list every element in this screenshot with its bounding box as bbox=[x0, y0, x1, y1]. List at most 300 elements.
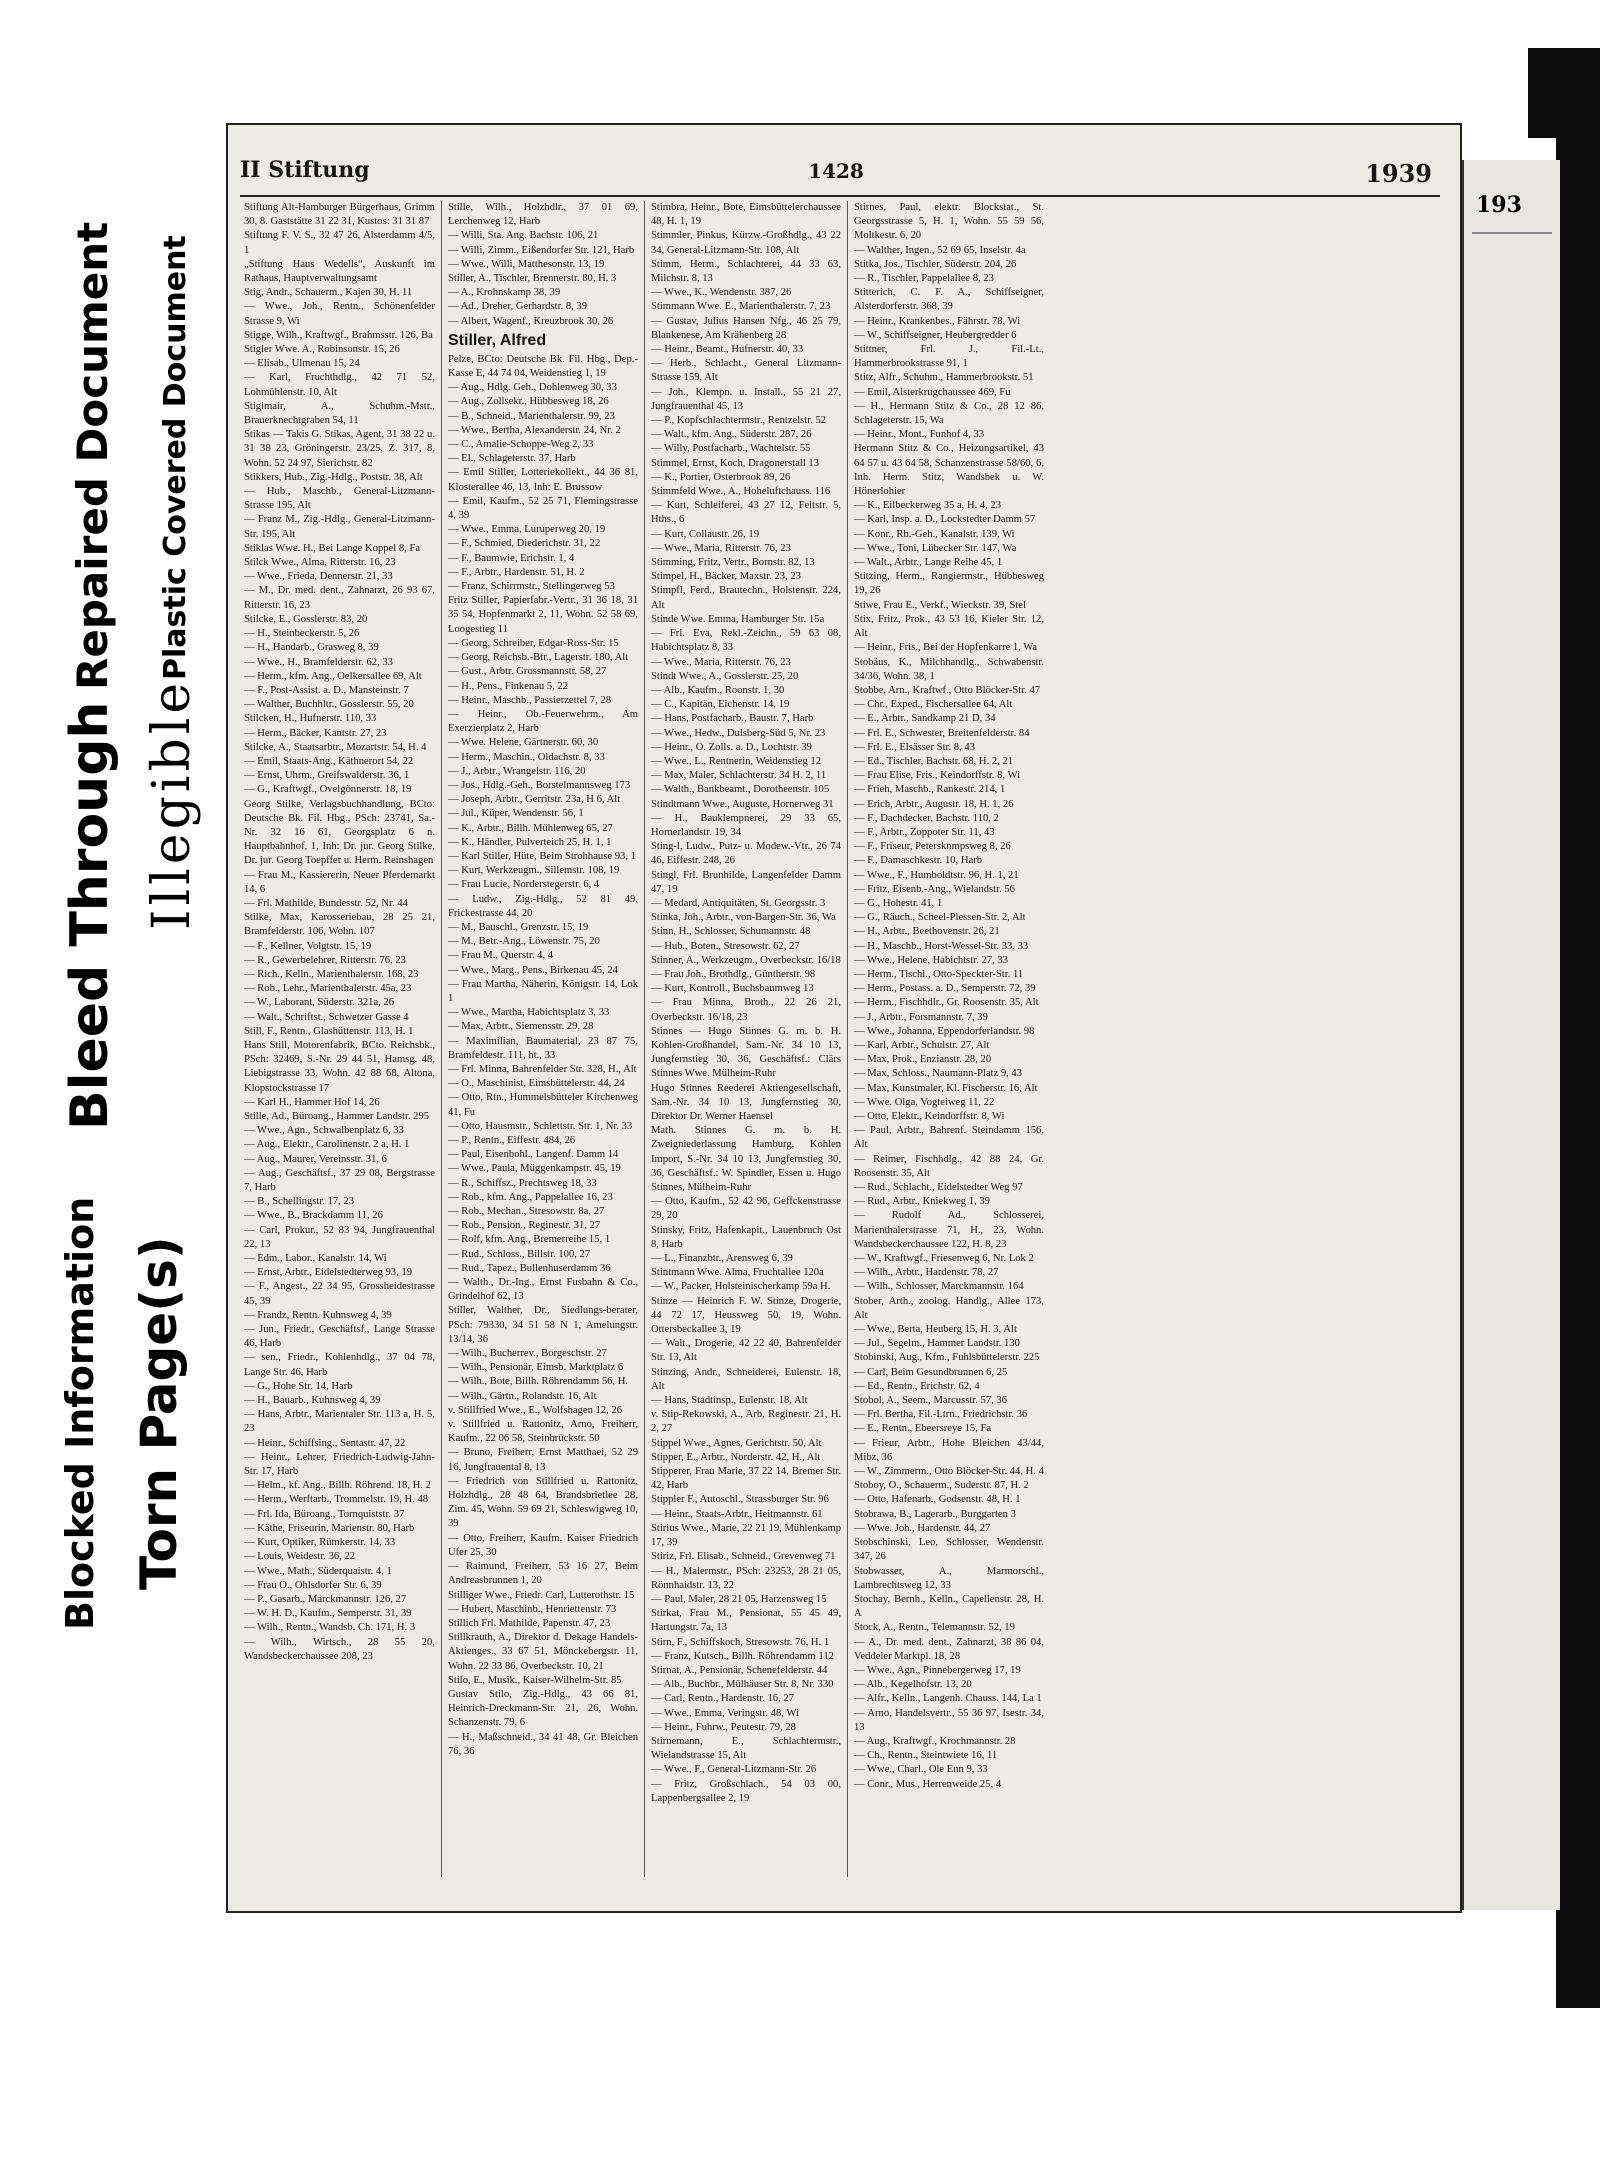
directory-entry: v. Stillfried Wwe., E., Wolfshagen 12, 26 bbox=[448, 1404, 623, 1416]
directory-entry: Fritz Stiller, Papierfabr.-Vertr., 31 36 18, 31 35 54, Hopfenmarkt 2, 11, Wohn. 52 58 69, Loogestieg 11 bbox=[448, 595, 638, 635]
directory-entry: — Helm., kf. Ang., Billh. Röhrend. 18, H. 2 bbox=[244, 1480, 431, 1492]
directory-entry: — M., Bauschl., Grenzstr. 15, 19 bbox=[448, 921, 589, 933]
directory-entry: — K., Arbtr., Billh. Mühlenweg 65, 27 bbox=[448, 822, 613, 834]
directory-entry: Stintmann Wwe. Alma, Fruchtallee 120a bbox=[651, 1267, 824, 1279]
directory-entry: — Wwe., Bertha, Alexanderstr. 24, Nr. 2 bbox=[448, 424, 621, 436]
directory-entry: — Wwe., F., General-Litzmann-Str. 26 bbox=[651, 1764, 817, 1776]
directory-entry: — R., Tischler, Pappelallee 8, 23 bbox=[854, 273, 994, 285]
directory-entry: — Conr., Mus., Herrenweide 25, 4 bbox=[854, 1778, 1002, 1790]
directory-entry: — Willi, Zimm., Eißendorfer Str. 121, Harb bbox=[448, 244, 635, 256]
directory-entry: — Albert, Wagenf., Kreuzbrook 30, 26 bbox=[448, 315, 614, 327]
directory-entry: — F., Damaschkestr. 10, Harb bbox=[854, 855, 983, 867]
directory-entry: — Karl, Insp. a. D., Lockstedter Damm 57 bbox=[854, 514, 1036, 526]
directory-entry: — C., Kapitän, Eichenstr. 14, 19 bbox=[651, 699, 790, 711]
directory-entry: Gustav Stilo, Zig.-Hdlg., 43 66 81, Heinrich-Dreckmann-Str. 21, 26, Wohn. Schanzenstr. 79, 6 bbox=[448, 1688, 638, 1729]
directory-entry: Stitterich, C. F. A., Schiffseigner, Alsterdorferstr. 368, 39 bbox=[854, 287, 1044, 313]
directory-entry: Stindtmann Wwe., Auguste, Hornerweg 31 bbox=[651, 798, 834, 810]
directory-entry: — Wilh., Schlosser, Marckmannstr. 164 bbox=[854, 1281, 1024, 1293]
directory-entry: Stimmfeld Wwe., A., Hoheluftchauss. 116 bbox=[651, 486, 831, 498]
directory-entry: — Wwe., H., Bramfelderstr. 62, 33 bbox=[244, 656, 393, 668]
page-number: 1428 bbox=[808, 159, 864, 183]
directory-entry: Stobinski, Aug., Kfm., Fuhlsbüttelerstr. 225 bbox=[854, 1352, 1040, 1364]
adjacent-page-number: 193 bbox=[1476, 192, 1522, 218]
directory-entry: — K., Eilbeckerweg 35 a, H. 4, 23 bbox=[854, 500, 1002, 512]
directory-entry: — Wwe., Joh., Rentn., Schönenfelder Strasse 9, Wi bbox=[244, 301, 435, 327]
directory-entry: — F., Schmied, Diederichstr. 31, 22 bbox=[448, 538, 601, 550]
directory-entry: — Aug., Zollsekr., Hübbesweg 18, 26 bbox=[448, 396, 609, 408]
directory-entry: — Franz, Kutsch., Billh. Röhrendamm 112 bbox=[651, 1650, 834, 1662]
directory-entry: — Wwe., Paula, Müggenkampstr. 45, 19 bbox=[448, 1163, 621, 1175]
directory-entry: — Walther, Ingen., 52 69 65, Inselstr. 4a bbox=[854, 244, 1026, 256]
directory-entry: Stock, A., Rentn., Telemannstr. 52, 19 bbox=[854, 1622, 1015, 1634]
directory-entry: — Rob., Mechan., Stresowstr. 8a, 27 bbox=[448, 1206, 605, 1218]
directory-entry: — Elisab., Ulmenau 15, 24 bbox=[244, 358, 360, 370]
directory-entry: — Wilh., Pensionär, Eimsb. Marktplatz 6 bbox=[448, 1362, 624, 1374]
directory-entry: — W., Zimmerm., Otto Blöcker-Str. 44, H. 4 bbox=[854, 1466, 1044, 1478]
directory-entry: Stinze — Heinrich F. W. Stinze, Drogerie, 44 72 17, Heussweg 50, 19, Wohn. Ottersbeckallee 3, 19 bbox=[651, 1295, 841, 1336]
directory-entry: — Emil, Kaufm., 52 25 71, Flemingstrasse 4, 39 bbox=[448, 495, 638, 522]
directory-entry: — Wwe., Marg., Pens., Birkenau 45, 24 bbox=[448, 964, 618, 976]
directory-entry: Stobwasser, A., Marmorschl., Lambrechtsweg 12, 33 bbox=[854, 1565, 1044, 1591]
directory-entry: — R., Schiffsz., Prechtsweg 18, 33 bbox=[448, 1177, 597, 1189]
directory-entry: Stilcke, A., Staatsarbtr., Mozartstr. 54, H. 4 bbox=[244, 741, 427, 753]
directory-entry: — Herb., Schlacht., General Litzmann-Strasse 159, Alt bbox=[651, 358, 841, 384]
directory-entry: — Wwe., Math., Süderquaistr. 4, 1 bbox=[244, 1565, 392, 1577]
directory-entry: — Herm., kfm. Ang., Oelkersallee 69, Alt bbox=[244, 670, 422, 682]
directory-entry: — Louis, Weidestr. 36, 22 bbox=[244, 1551, 356, 1563]
directory-entry: Georg Stilke, Verlagsbuchhandlung, BCto: Deutsche Bk. Fil. Hbg., PSch: 23741, Sa.-Nr. 32 16 61, Georgsplatz 6 n. Hauptbahnhof, 1, Inh: Dr. jur. Georg Stilke, Dr. jur. Georg Toepffer u. Herm. Reinshagen bbox=[244, 798, 435, 867]
directory-entry: — H., Hermann Stitz & Co., 28 12 86, Schlageterstr. 15, Wa bbox=[854, 400, 1044, 427]
directory-entry: — Frl. Bertha, Fil.-Ltrn., Friedrichstr. 36 bbox=[854, 1409, 1028, 1421]
directory-entry: — Chr., Exped., Fischersallee 64, Alt bbox=[854, 699, 1013, 711]
directory-entry: — Ch., Rentn., Steintwiete 16, 11 bbox=[854, 1750, 998, 1762]
header-rule bbox=[240, 195, 1440, 197]
scanner-edge-corner bbox=[1528, 48, 1556, 138]
directory-entry: — Walt., kfm. Ang., Süderstr. 287, 26 bbox=[651, 429, 812, 441]
directory-entry: — F., Friseur, Petersknmpsweg 8, 26 bbox=[854, 841, 1011, 853]
directory-entry: Stilck Wwe., Alma, Ritterstr. 16, 23 bbox=[244, 557, 396, 569]
directory-entry: — Frau Minna, Broth., 22 26 21, Overbeckstr. 16/18, 23 bbox=[651, 997, 841, 1023]
directory-entry: — Max, Kunstmaler, Kl. Fischerstr. 16, Alt bbox=[854, 1082, 1038, 1094]
directory-entry: — Karl H., Hammer Hof 14, 26 bbox=[244, 1096, 380, 1108]
column-1 bbox=[238, 201, 441, 1877]
directory-entry: Stigler Wwe. A., Robinsonstr. 15, 26 bbox=[244, 344, 400, 356]
directory-entry: — Willi, Sta. Ang. Bachstr. 106, 21 bbox=[448, 230, 599, 242]
directory-entry: — Emil, Alsterkrugchaussee 469, Fu bbox=[854, 386, 1011, 398]
directory-entry: — Frau Lucie, Norderstegerstr. 6, 4 bbox=[448, 879, 600, 891]
directory-entry: — Wwe., Martha, Habichtsplatz 3, 33 bbox=[448, 1007, 610, 1019]
directory-entry: — Edm., Labor., Kanalstr. 14, Wi bbox=[244, 1253, 387, 1265]
directory-entry: — Hans, Arbtr., Marientaler Str. 113 a, H. 5, 23 bbox=[244, 1409, 435, 1435]
directory-entry: — A., Krohnskamp 38, 39 bbox=[448, 287, 561, 299]
directory-entry: — K., Portier, Osterbrook 89, 26 bbox=[651, 471, 791, 483]
directory-entry: — Heinr., Schiffsing., Sentastr. 47, 22 bbox=[244, 1437, 406, 1449]
directory-entry: — Fritz, Großschlach., 54 03 00, Lappenbergsallee 2, 19 bbox=[651, 1778, 841, 1804]
directory-entry: Stoboy, O., Schauerm., Suderstr. 87, H. 2 bbox=[854, 1480, 1029, 1492]
directory-entry: — Karl Stiller, Hüte, Beim Strohhause 93, 1 bbox=[448, 850, 636, 862]
directory-entry: — C., Amalie-Schoppe-Weg 2, 33 bbox=[448, 439, 594, 451]
directory-entry: — J., Arbtr., Wrangelstr. 116, 20 bbox=[448, 765, 586, 777]
directory-entry: — Wwe., B., Brackdamm 11, 26 bbox=[244, 1210, 383, 1222]
directory-entry: — Frau O., Ohlsdorfer Str. 6, 39 bbox=[244, 1579, 382, 1591]
directory-entry: Stig, Andr., Schauerm., Kajen 30, H. 11 bbox=[244, 287, 413, 299]
label-blocked-information: Blocked Information bbox=[58, 1196, 102, 1630]
directory-entry: Stinzing, Andr., Schneiderei, Eulenstr. 18, Alt bbox=[651, 1366, 841, 1392]
label-repaired-document: Repaired Document bbox=[68, 221, 117, 690]
directory-entry: — Rudolf Ad., Schlosserei, Marienthalerstrasse 71, H., 23, Wohn. Wandsbeckerchaussee 122, H. 8, 23 bbox=[854, 1210, 1044, 1250]
directory-entry: Stimpfl, Ferd., Brautechn., Holstenstr. 224, Alt bbox=[651, 585, 841, 611]
scanner-edge bbox=[1556, 48, 1600, 2008]
directory-entry: — Wwe., L., Rentnerin, Weidenstieg 12 bbox=[651, 755, 821, 767]
directory-entry: — H., Arbtr., Beethovenstr. 26, 21 bbox=[854, 926, 1000, 938]
directory-entry: — H., Bauklempnerei, 29 33 65, Hornerlandstr. 19, 34 bbox=[651, 812, 841, 838]
adjacent-page-edge bbox=[1462, 160, 1560, 1910]
directory-entry: — Alb., Kegelhofstr. 13, 20 bbox=[854, 1679, 972, 1691]
directory-entry: — Herm., Bäcker, Kantstr. 27, 23 bbox=[244, 727, 387, 739]
directory-entry: — Alb., Buchbr., Mülhäuser Str. 8, Nr. 330 bbox=[651, 1679, 834, 1691]
directory-entry: Stiklas Wwe. H., Bei Lange Koppel 8, Fa bbox=[244, 542, 421, 554]
directory-entry: — Kurt, Schleiferei, 43 27 12, Feltstr. 5, Hths., 6 bbox=[651, 500, 841, 526]
directory-entry: — Frl. Minna, Bahrenfelder Str. 328, H., Alt bbox=[448, 1063, 637, 1075]
directory-entry: — G., Räuch., Scheel-Plessen-Str. 2, Alt bbox=[854, 912, 1026, 924]
directory-entry: — Wwe., Agn., Schwalbenplatz 6, 33 bbox=[244, 1125, 404, 1137]
directory-entry: — F., Dachdecker, Bachstr. 110, 2 bbox=[854, 812, 999, 824]
directory-entry: Stilcke, E., Gosslerstr. 83, 20 bbox=[244, 613, 368, 625]
directory-entry: — A., Dr. med. dent., Zahnarzt, 38 86 04, Veddeler Marktpl. 18, 28 bbox=[854, 1636, 1044, 1662]
directory-entry: — Gust., Arbtr. Grossmannstr. 58, 27 bbox=[448, 666, 607, 678]
directory-entry: — Heinr., Mont., Funhof 4, 33 bbox=[854, 429, 985, 441]
directory-entry: — Paul, Eisenbohl., Langenf. Damm 14 bbox=[448, 1149, 619, 1161]
directory-entry: — P., Kopfschlachtermstr., Rentzelstr. 52 bbox=[651, 415, 827, 427]
directory-entry: — F., Baumwie, Erichstr. 1, 4 bbox=[448, 552, 575, 564]
directory-entry: — Herm., Fischhdlr., Gr. Roosenstr. 35, Alt bbox=[854, 997, 1039, 1009]
directory-entry: — Wilh., Bote, Billh. Röhrendamm 56, H. bbox=[448, 1376, 629, 1388]
label-illegible: Illegible bbox=[142, 678, 202, 930]
directory-entry: — Hans, Postfacharb., Baustr. 7, Harb bbox=[651, 713, 814, 725]
directory-entry: Stille, Ad., Büroang., Hammer Landstr. 295 bbox=[244, 1111, 430, 1122]
directory-entry: Stillich Frl. Mathilde, Papenstr. 47, 23 bbox=[448, 1617, 611, 1629]
directory-entry: Stille, Wilh., Holzhdlr., 37 01 69, Lerchenweg 12, Harb bbox=[448, 202, 638, 228]
directory-entry: — Heinr., Maschb., Passierzettel 7, 28 bbox=[448, 694, 611, 706]
directory-entry: — sen., Friedr., Kohlenhdlg., 37 04 78, Lange Str. 46, Harb bbox=[244, 1352, 435, 1378]
directory-entry: — Frl. E., Elsässer Str. 8, 43 bbox=[854, 741, 975, 753]
directory-entry: Stiriz, Frl. Elisab., Schneid., Grevenweg 71 bbox=[651, 1551, 836, 1563]
directory-entry: Stilke, Max, Karosseriebau, 28 25 21, Bramfelderstr. 106, Wohn. 107 bbox=[244, 912, 435, 938]
directory-entry: Stix, Fritz, Prok., 43 53 16, Kieler Str. 12, Alt bbox=[854, 613, 1044, 640]
directory-entry: Stinde Wwe. Emma, Hamburger Str. 15a bbox=[651, 613, 825, 625]
directory-entry: — W., Packer, Holsteinischerkamp 59a H. bbox=[651, 1281, 831, 1293]
directory-entry: — Georg, Schreiber, Edgar-Ross-Str. 15 bbox=[448, 637, 619, 649]
directory-entry: — Otto, Freiherr, Kaufm. Kaiser Friedrich Ufer 25, 30 bbox=[448, 1532, 638, 1558]
directory-entry: — Frandz, Rentn. Kuhnsweg 4, 39 bbox=[244, 1309, 392, 1321]
directory-entry: Stimm, Herm., Schlachterei, 44 33 63, Milchstr. 8, 13 bbox=[651, 258, 841, 285]
directory-entry: Stimming, Fritz, Vertr., Bornstr. 82, 13 bbox=[651, 557, 815, 569]
directory-entry: Stinka, Joh., Arbtr., von-Bargen-Str. 36, Wa bbox=[651, 912, 836, 924]
directory-entry: Stirius Wwe., Marie, 22 21 19, Mühlenkamp 17, 39 bbox=[651, 1522, 841, 1549]
directory-entry: Stimmel, Ernst, Koch, Dragonerstall 13 bbox=[651, 457, 819, 469]
directory-entry: — Fritz, Eisenb.-Ang., Wielandstr. 56 bbox=[854, 883, 1015, 895]
directory-entry: — Ad., Dreher, Gerhardstr. 8, 39 bbox=[448, 301, 588, 313]
page-header bbox=[240, 157, 1432, 187]
directory-entry: — H., Pens., Finkenau 5, 22 bbox=[448, 680, 569, 692]
directory-entry: — Emil Stiller, Lotteriekollekt., 44 36 81, Klosterallee 46, 13, Inh: E. Brussow bbox=[448, 467, 638, 493]
directory-entry: — Max, Prok., Enzianstr. 28, 20 bbox=[854, 1054, 992, 1066]
directory-entry: — Wwe., Emma, Veringstr. 48, Wi bbox=[651, 1707, 799, 1719]
directory-entry: — Frau Joh., Brothdlg., Güntherstr. 98 bbox=[651, 968, 816, 980]
directory-entry: — El., Schlageterstr. 37, Harb bbox=[448, 453, 576, 465]
directory-entry: — Heinr., Fris., Bei der Hopfenkarre 1, Wa bbox=[854, 642, 1038, 654]
directory-entry: — Karl, Arbtr., Schulstr. 27, Alt bbox=[854, 1039, 990, 1051]
directory-entry: — H., Malermstr., PSch: 23253, 28 21 05, Rönnhaidstr. 13, 22 bbox=[651, 1565, 841, 1591]
directory-entry: — Heinr., Lehrer, Friedrich-Ludwig-Jahn-Str. 17, Harb bbox=[244, 1451, 435, 1478]
directory-entry: — Georg, Reichsb.-Btr., Lagerstr. 180, Alt bbox=[448, 652, 629, 664]
directory-entry: „Stiftung Haus Wedells“, Auskunft im Rathaus, Hauptverwaltungsamt bbox=[244, 258, 435, 285]
directory-entry: — Max, Arbtr., Siemensstr. 29, 28 bbox=[448, 1021, 594, 1033]
directory-entry: — Carl, Rentn., Hardenstr. 16, 27 bbox=[651, 1693, 794, 1705]
directory-entry: — Kurt, Werkzeugm., Sillemstr. 108, 19 bbox=[448, 865, 620, 877]
directory-entry: Stitka, Jos., Tischler, Süderstr. 204, 26 bbox=[854, 258, 1017, 270]
directory-entry: — Wwe., Emma, Luruperweg 20, 19 bbox=[448, 524, 606, 536]
directory-entry: — Rud., Tapez., Bullenhuserdamm 36 bbox=[448, 1262, 611, 1274]
directory-entry: — E., Rentn., Ebeersreye 15, Fa bbox=[854, 1423, 992, 1435]
directory-entry: — Paul, Arbtr., Bahrenf. Steindamm 156, Alt bbox=[854, 1125, 1044, 1151]
directory-entry: — Wilh., Rentn., Wandsb. Ch. 171, H. 3 bbox=[244, 1622, 416, 1634]
directory-entry: — Wwe., Helene, Habichtstr. 27, 33 bbox=[854, 954, 1008, 966]
directory-entry: — Medard, Antiquitäten, St. Georgsstr. 3 bbox=[651, 897, 826, 909]
directory-entry: Stobol, A., Seem., Marcusstr. 57, 36 bbox=[854, 1395, 1008, 1407]
directory-entry: — Wwe., Charl., Ole Enn 9, 33 bbox=[854, 1764, 988, 1776]
directory-entry: Stirn, F., Schiffskoch, Stresowstr. 76, H. 1 bbox=[651, 1636, 830, 1648]
directory-entry: Stobrawa, B., Lagerarb., Burggarten 3 bbox=[854, 1508, 1016, 1520]
directory-entry: — F., Kellner, Volgtstr. 15, 19 bbox=[244, 940, 372, 952]
directory-entry: — G., Hohe Str. 14, Harb bbox=[244, 1380, 353, 1392]
directory-entry: — Erich, Arbtr., Augustr. 18, H. 1, 26 bbox=[854, 798, 1014, 810]
directory-entry: — Hub., Maschb., General-Litzmann-Strasse 195, Alt bbox=[244, 486, 435, 512]
directory-entry: — Jul., Küper, Wendenstr. 56, 1 bbox=[448, 808, 584, 820]
directory-entry: — Wwe., Frieda, Dennerstr. 21, 33 bbox=[244, 571, 393, 583]
directory-entry: — Bruno, Freiherr, Ernst Matthaei, 52 29 16, Jungfrauental 8, 13 bbox=[448, 1447, 638, 1473]
directory-entry: — Paul, Maler, 28 21 05, Harzensweg 15 bbox=[651, 1593, 827, 1605]
directory-entry: — Heinr., Beamt., Hufnerstr. 40, 33 bbox=[651, 344, 804, 356]
directory-entry: Stirnat, A., Pensionär, Schenefelderstr. 44 bbox=[651, 1664, 828, 1676]
directory-entry: Stinner, A., Werkzeugm., Overbeckstr. 16/18 bbox=[651, 954, 841, 966]
directory-entry: Stirkat, Frau M., Pensionat, 55 45 49, Hartungstr. 7a, 13 bbox=[651, 1608, 841, 1634]
directory-entry: — Kurt, Optiker, Rümkerstr. 14, 33 bbox=[244, 1537, 396, 1549]
directory-entry: — W., Laborant, Süderstr. 321a, 26 bbox=[244, 997, 395, 1009]
directory-entry: — Wwe., K., Wendenstr. 387, 26 bbox=[651, 287, 792, 299]
directory-entry: Stiglmair, A., Schuhm.-Mstr., Brauerknechtgraben 54, 11 bbox=[244, 400, 435, 427]
directory-entry: — Otto, Rtn., Hummelsbütteler Kirchenweg 41, Fu bbox=[448, 1092, 638, 1118]
page-bottom-margin bbox=[226, 1913, 1462, 1993]
directory-entry: Stittner, Frl. J., Fil.-Lt., Hammerbrookstrasse 91, 1 bbox=[854, 344, 1044, 370]
directory-entry: — Carl, Prokur., 52 83 94, Jungfrauenthal 22, 13 bbox=[244, 1224, 435, 1250]
directory-entry: — Rich., Kelln., Marienthalerstr. 168, 23 bbox=[244, 968, 419, 980]
column-4 bbox=[847, 201, 1050, 1877]
directory-entry: v. Stillfried u. Rattonitz, Arno, Freiherr, Kaufm., 22 06 58, Steinbrückstr. 50 bbox=[448, 1419, 638, 1445]
directory-entry: — R., Gewerbelehrer, Ritterstr. 76, 23 bbox=[244, 954, 406, 966]
directory-entry: — Rolf, kfm. Ang., Bremerreihe 15, 1 bbox=[448, 1234, 611, 1246]
directory-entry: — Ed., Rentn., Erichstr. 62, 4 bbox=[854, 1380, 980, 1392]
directory-entry: — F., Arbtr., Hardenstr. 51, H. 2 bbox=[448, 566, 585, 578]
directory-entry: — Wwe., Hedw., Dulsberg-Süd 5, Nr. 23 bbox=[651, 727, 826, 739]
directory-entry: Hermann Stitz & Co., Heizungsartikel, 43 64 57 u. 43 64 58, Schanzenstrasse 58/60, 6, Inh. Herm. Stitz, Wandsbek u. W. Hönerlohier bbox=[854, 443, 1044, 498]
directory-entry: — Rud., Schloss., Billstr. 100, 27 bbox=[448, 1248, 591, 1260]
directory-entry: — Frau Martha, Näherin, Königstr. 14, Lok 1 bbox=[448, 978, 638, 1004]
directory-entry: — Franz, Schirrmstr., Stellingerweg 53 bbox=[448, 581, 615, 593]
directory-entry: — Otto, Hausmstr., Schlettstr. Str. 1, Nr. 33 bbox=[448, 1120, 633, 1132]
directory-entry: — Wwe., Willi, Matthesonstr. 13, 19 bbox=[448, 258, 605, 270]
adjacent-page-rule bbox=[1472, 232, 1552, 234]
directory-entry: — Ludw., Zig.-Hdlg., 52 81 49, Frickestrasse 44, 20 bbox=[448, 893, 638, 919]
directory-entry: Stobäus, K., Milchhandlg., Schwabenstr. 34/36, Wohn. 38, 1 bbox=[854, 656, 1044, 682]
directory-entry: — Wwe., Toni, Lübecker Str. 147, Wa bbox=[854, 542, 1017, 554]
directory-entry: — K., Händler, Pulverteich 25, H. 1, 1 bbox=[448, 836, 612, 848]
directory-entry: — Gustav, Julius Hansen Nfg., 46 25 79, Blankenese, Am Krähenberg 28 bbox=[651, 315, 841, 341]
directory-entry: Sting-l, Ludw., Putz- u. Modew.-Vtr., 26 74 46, Eiffestr. 248, 26 bbox=[651, 841, 841, 867]
directory-entry: — P., Gasarb., Marckmannstr. 126, 27 bbox=[244, 1593, 407, 1605]
directory-entry: — Aug., Maurer, Vereinsstr. 31, 6 bbox=[244, 1153, 387, 1165]
directory-entry: Stindt Wwe., A., Gosslerstr. 25, 20 bbox=[651, 670, 799, 682]
directory-entry: — Frau M., Querstr. 4, 4 bbox=[448, 950, 554, 962]
directory-entry: — Walt., Schriftst., Schwetzer Gasse 4 bbox=[244, 1011, 409, 1023]
directory-entry: — G., Kraftwgf., Ovelgönnerstr. 18, 19 bbox=[244, 784, 412, 796]
directory-entry: Stippel Wwe., Agnes, Gerichtstr. 50, Alt bbox=[651, 1437, 822, 1449]
directory-entry: Stiftung Alt-Hamburger Bürgerhaus, Grimm 30, 8. Gaststätte 31 22 31, Kustos: 31 31 87 bbox=[244, 202, 435, 228]
directory-entry: Stilliger Wwe., Friedr. Carl, Lutterothstr. 15 bbox=[448, 1589, 635, 1601]
directory-entry: — Herm., Maschin., Oldachstr. 8, 33 bbox=[448, 751, 605, 763]
directory-entry: — Frau M., Kassiererin, Neuer Pferdemarkt 14, 6 bbox=[244, 869, 435, 895]
directory-entry: — Joh., Klempn. u. Install., 55 21 27, Jungfrauenthal 45, 13 bbox=[651, 386, 841, 412]
directory-entry: — B., Schneid., Marienthalerstr. 99, 23 bbox=[448, 410, 615, 422]
directory-entry: Stochay, Bernh., Kelln., Capellenstr. 28, H. A bbox=[854, 1593, 1044, 1620]
directory-entry: — Wwe., Berta, Heuberg 15, H. 3, Alt bbox=[854, 1324, 1017, 1336]
directory-entry: — E., Arbtr., Sandkamp 21 D, 34 bbox=[854, 713, 996, 725]
directory-entry: — Wwe. Helene, Gärtnerstr. 60, 30 bbox=[448, 737, 599, 749]
directory-entry: Math. Stinnes G. m. b. H. Zweigniederlassung Hamburg, Kohlen Import, S.-Nr. 34 10 13, Jungfernstieg 30, 36, Geschäftsf.: W. Spindler, Essen u. Hugo Stinnes, Mülheim-Ruhr bbox=[651, 1125, 841, 1194]
directory-entry: Stiller, Alfred bbox=[448, 331, 547, 349]
directory-entry: — Kurt, Kontroll., Buchsbaumweg 13 bbox=[651, 983, 814, 995]
directory-entry: — Ed., Tischler, Bachstr. 68, H. 2, 21 bbox=[854, 755, 1014, 767]
directory-entry: — Wilh., Arbtr., Hardenstr. 78, 27 bbox=[854, 1267, 999, 1279]
directory-entry: — Hubert, Maschinb., Henriettenstr. 73 bbox=[448, 1603, 617, 1615]
entry-columns bbox=[238, 201, 1424, 1877]
directory-entry: Stirnes, Paul, elektr. Blockstat., St. Georgsstrasse 5, H. 1, Wohn. 55 59 56, Moltkestr. 6, 20 bbox=[854, 202, 1044, 242]
directory-entry: — Hub., Boten., Stresowstr. 62, 27 bbox=[651, 940, 800, 952]
directory-entry: — G., Hohestr. 41, 1 bbox=[854, 897, 943, 909]
directory-entry: — H., Maßschneid., 34 41 48, Gr. Bleichen 76, 36 bbox=[448, 1731, 638, 1757]
directory-entry: — Emil, Staats-Ang., Käthnerort 54, 22 bbox=[244, 755, 414, 767]
directory-entry: — B., Schellingstr. 17, 23 bbox=[244, 1196, 355, 1208]
directory-entry: — Wilh., Wirtsch., 28 55 20, Wandsbeckerchaussee 208, 23 bbox=[244, 1636, 435, 1662]
directory-entry: — Friedrich von Stillfried u. Rattonitz, Holzhdlg., 28 48 64, Brandsbrietlee 28, Zim. 45, Wohn. 59 69 21, Schleswigweg 10, 39 bbox=[448, 1475, 638, 1530]
directory-entry: — Herm., Tischl., Otto-Speckter-Str. 11 bbox=[854, 968, 1024, 980]
directory-entry: — Heinr., Staats-Arbtr., Heitmannstr. 61 bbox=[651, 1508, 823, 1520]
directory-entry: — Ernst, Arbtr., Eidelstedterweg 93, 19 bbox=[244, 1267, 412, 1279]
directory-entry: — J., Arbtr., Forsmannstr. 7, 39 bbox=[854, 1011, 988, 1023]
directory-entry: — M., Betr.-Ang., Löwenstr. 75, 20 bbox=[448, 936, 600, 948]
directory-entry: — F., Post-Assist. a. D., Mansteinstr. 7 bbox=[244, 684, 409, 696]
directory-entry: — Karl, Fruchthdlg., 42 71 52, Lohmühlenstr. 10, Alt bbox=[244, 372, 435, 398]
directory-entry: Stirnemann, E., Schlachtermstr., Wielandstrasse 15, Alt bbox=[651, 1735, 841, 1762]
directory-entry: Stimmler, Pinkus, Kürzw.-Großhdlg., 43 22 34, General-Litzmann-Str. 108, Alt bbox=[651, 230, 841, 256]
directory-entry: Stilo, E., Musik., Kaiser-Wilhelm-Str. 85 bbox=[448, 1674, 622, 1686]
directory-entry: — W., Kraftwgf., Friesenweg 6, Nr. Lok 2 bbox=[854, 1253, 1034, 1265]
directory-entry: — Walth., Dr.-Ing., Ernst Fusbahn & Co., Grindelhof 62, 13 bbox=[448, 1277, 638, 1303]
directory-entry: Stinnes — Hugo Stinnes G. m. b. H. Kohlen-Großhandel, Sam.-Nr. 34 10 13, Jungfernstieg 30, 36, Geschäftsf.: Clärs Stinnes Wwe. Mülheim-Ruhr bbox=[651, 1025, 841, 1080]
directory-entry: — Konr., Rb.-Geh., Kanalstr. 139, Wi bbox=[854, 528, 1015, 540]
directory-entry: — Käthe, Friseurin, Marienstr. 80, Harb bbox=[244, 1522, 415, 1534]
label-plastic-covered-document: Plastic Covered Document bbox=[158, 235, 193, 680]
directory-entry: — Willy, Postfacharb., Wachtelstr. 55 bbox=[651, 443, 811, 455]
directory-entry: Stiftung F. V. S., 32 47 26, Alsterdamm 4/5, 1 bbox=[244, 230, 435, 256]
directory-entry: — Ernst, Uhrm., Greifswalderstr. 36, 1 bbox=[244, 770, 410, 782]
directory-entry: Stimpel, H., Bäcker, Maxstr. 23, 23 bbox=[651, 571, 801, 583]
directory-entry: — Kurt, Collaustr. 26, 19 bbox=[651, 528, 759, 540]
directory-entry: — W., Schiffseigner, Heubergredder 6 bbox=[854, 329, 1017, 341]
directory-entry: — F., Angest., 22 34 95, Grossheidestrasse 45, 39 bbox=[244, 1281, 435, 1307]
directory-entry: — Aug., Elektr., Carolinenstr. 2 a, H. 1 bbox=[244, 1139, 410, 1151]
directory-entry: — Wwe., Agn., Pinnebergerweg 17, 19 bbox=[854, 1664, 1021, 1676]
label-bleed-through: Bleed Through bbox=[60, 701, 120, 1130]
directory-entry: Stiller, A., Tischler, Brennerstr. 80, H. 3 bbox=[448, 273, 617, 285]
directory-entry: — Aug., Hdlg. Geh., Dohlenweg 30, 33 bbox=[448, 382, 617, 394]
directory-entry: — M., Dr. med. dent., Zahnarzt, 26 93 67, Ritterstr. 16, 23 bbox=[244, 585, 435, 611]
directory-entry: — H., Maschb., Horst-Wessel-Str. 33, 33 bbox=[854, 940, 1029, 952]
directory-entry: — Rud., Arbtr., Kniekweg 1, 39 bbox=[854, 1196, 990, 1208]
directory-entry: — Frieh, Maschb., Rankestr. 214, 1 bbox=[854, 784, 1006, 796]
directory-entry: — Herm., Postass. a. D., Semperstr. 72, 39 bbox=[854, 983, 1036, 995]
directory-entry: — Rud., Schlacht., Eidelstedter Weg 97 bbox=[854, 1182, 1023, 1194]
directory-entry: — L., Finanzbtr., Arensweg 6, 39 bbox=[651, 1253, 793, 1265]
directory-entry: — Walth., Bankbeamt., Dorotheenstr. 105 bbox=[651, 784, 830, 796]
directory-entry: — Frl. Ida, Büroang., Tornquiststr. 37 bbox=[244, 1508, 405, 1520]
directory-entry: Stitz, Alfr., Schuhm., Hammerbrookstr. 51 bbox=[854, 372, 1034, 384]
directory-entry: — H., Bauarb., Kuhnsweg 4, 39 bbox=[244, 1395, 381, 1407]
directory-entry: — W. H. D., Kaufm., Semperstr. 31, 39 bbox=[244, 1608, 412, 1620]
directory-entry: — Wwe., Maria, Ritterstr. 76, 23 bbox=[651, 542, 791, 554]
directory-entry: Hugo Stinnes Reederei Aktiengesellschaft, Sam.-Nr. 34 10 13, Jungfernstieg 30, Direktor Dr. Werner Haensel bbox=[651, 1082, 841, 1122]
document-condition-labels bbox=[40, 200, 240, 1630]
directory-entry: — Heinr., Krankenbes., Fährstr. 78, Wi bbox=[854, 315, 1021, 327]
directory-entry: Stikas — Takis G. Stikas, Agent, 31 38 22 u. 31 38 23, Gröningerstr. 23/25, Z. 317, 8, Wohn. 52 24 97, Sierichstr. 82 bbox=[244, 429, 435, 469]
directory-entry: — Rob., kfm. Ang., Pappelallee 16, 23 bbox=[448, 1191, 613, 1203]
directory-entry: Stinn, H., Schlosser, Schumannstr. 48 bbox=[651, 926, 811, 938]
directory-entry: — Wwe. Olga, Vogteiweg 11, 22 bbox=[854, 1096, 995, 1108]
directory-entry: — Rob., Pension., Reginestr. 31, 27 bbox=[448, 1220, 601, 1232]
directory-entry: — Frau Elise, Fris., Keindorffstr. 8, Wi bbox=[854, 770, 1021, 782]
label-torn-pages: Torn Page(s) bbox=[130, 1236, 188, 1590]
directory-entry: Stimmann Wwe. E., Marienthalerstr. 7, 23 bbox=[651, 301, 831, 313]
directory-entry: — Frl. Mathilde, Bundesstr. 52, Nr. 44 bbox=[244, 897, 408, 909]
directory-entry: Stobschinski, Leo, Schlosser, Wendenstr. 347, 26 bbox=[854, 1537, 1044, 1563]
directory-entry: Still, F., Rentn., Glashüttenstr. 113, H. 1 bbox=[244, 1025, 414, 1037]
directory-entry: — Herm., Werftarb., Trommelstr. 19, H. 48 bbox=[244, 1494, 429, 1506]
directory-entry: v. Stip-Rekowski, A., Arb, Reginestr. 21, H. 2, 27 bbox=[651, 1409, 841, 1435]
directory-entry: — O., Maschinist, Eimsbüttelerstr. 44, 24 bbox=[448, 1078, 625, 1090]
directory-entry: — Alfr., Kelln., Langenh. Chauss. 144, La 1 bbox=[854, 1693, 1042, 1705]
directory-entry: — Jun., Friedr., Geschäftsf., Lange Strasse 46, Harb bbox=[244, 1324, 435, 1350]
directory-entry: — Arno, Handelsvertr., 55 36 97, Isestr. 34, 13 bbox=[854, 1707, 1044, 1733]
directory-entry: — Max, Maler, Schlachterstr. 34 H. 2, 11 bbox=[651, 770, 827, 782]
directory-entry: — P., Rentn., Eiffestr. 484, 26 bbox=[448, 1135, 576, 1146]
directory-entry: Stingl, Frl. Brunhilde, Langenfelder Damm 47, 19 bbox=[651, 869, 841, 895]
directory-entry: — Otto, Hafenarb., Godsenstr. 48, H. 1 bbox=[854, 1494, 1021, 1506]
directory-entry: — Hans, Stadtinsp., Eulenstr. 18, Alt bbox=[651, 1395, 808, 1407]
directory-entry: — Jos., Hdlg.-Geh., Borstelmannsweg 173 bbox=[448, 779, 631, 791]
directory-entry: — Wwe. Joh., Hardenstr. 44, 27 bbox=[854, 1522, 991, 1534]
directory-entry: — Reimer, Fischhdlg., 42 88 24, Gr. Roosenstr. 35, Alt bbox=[854, 1153, 1044, 1179]
directory-entry: — Franz M., Zig.-Hdlg., General-Litzmann-Str. 195, Alt bbox=[244, 514, 435, 540]
